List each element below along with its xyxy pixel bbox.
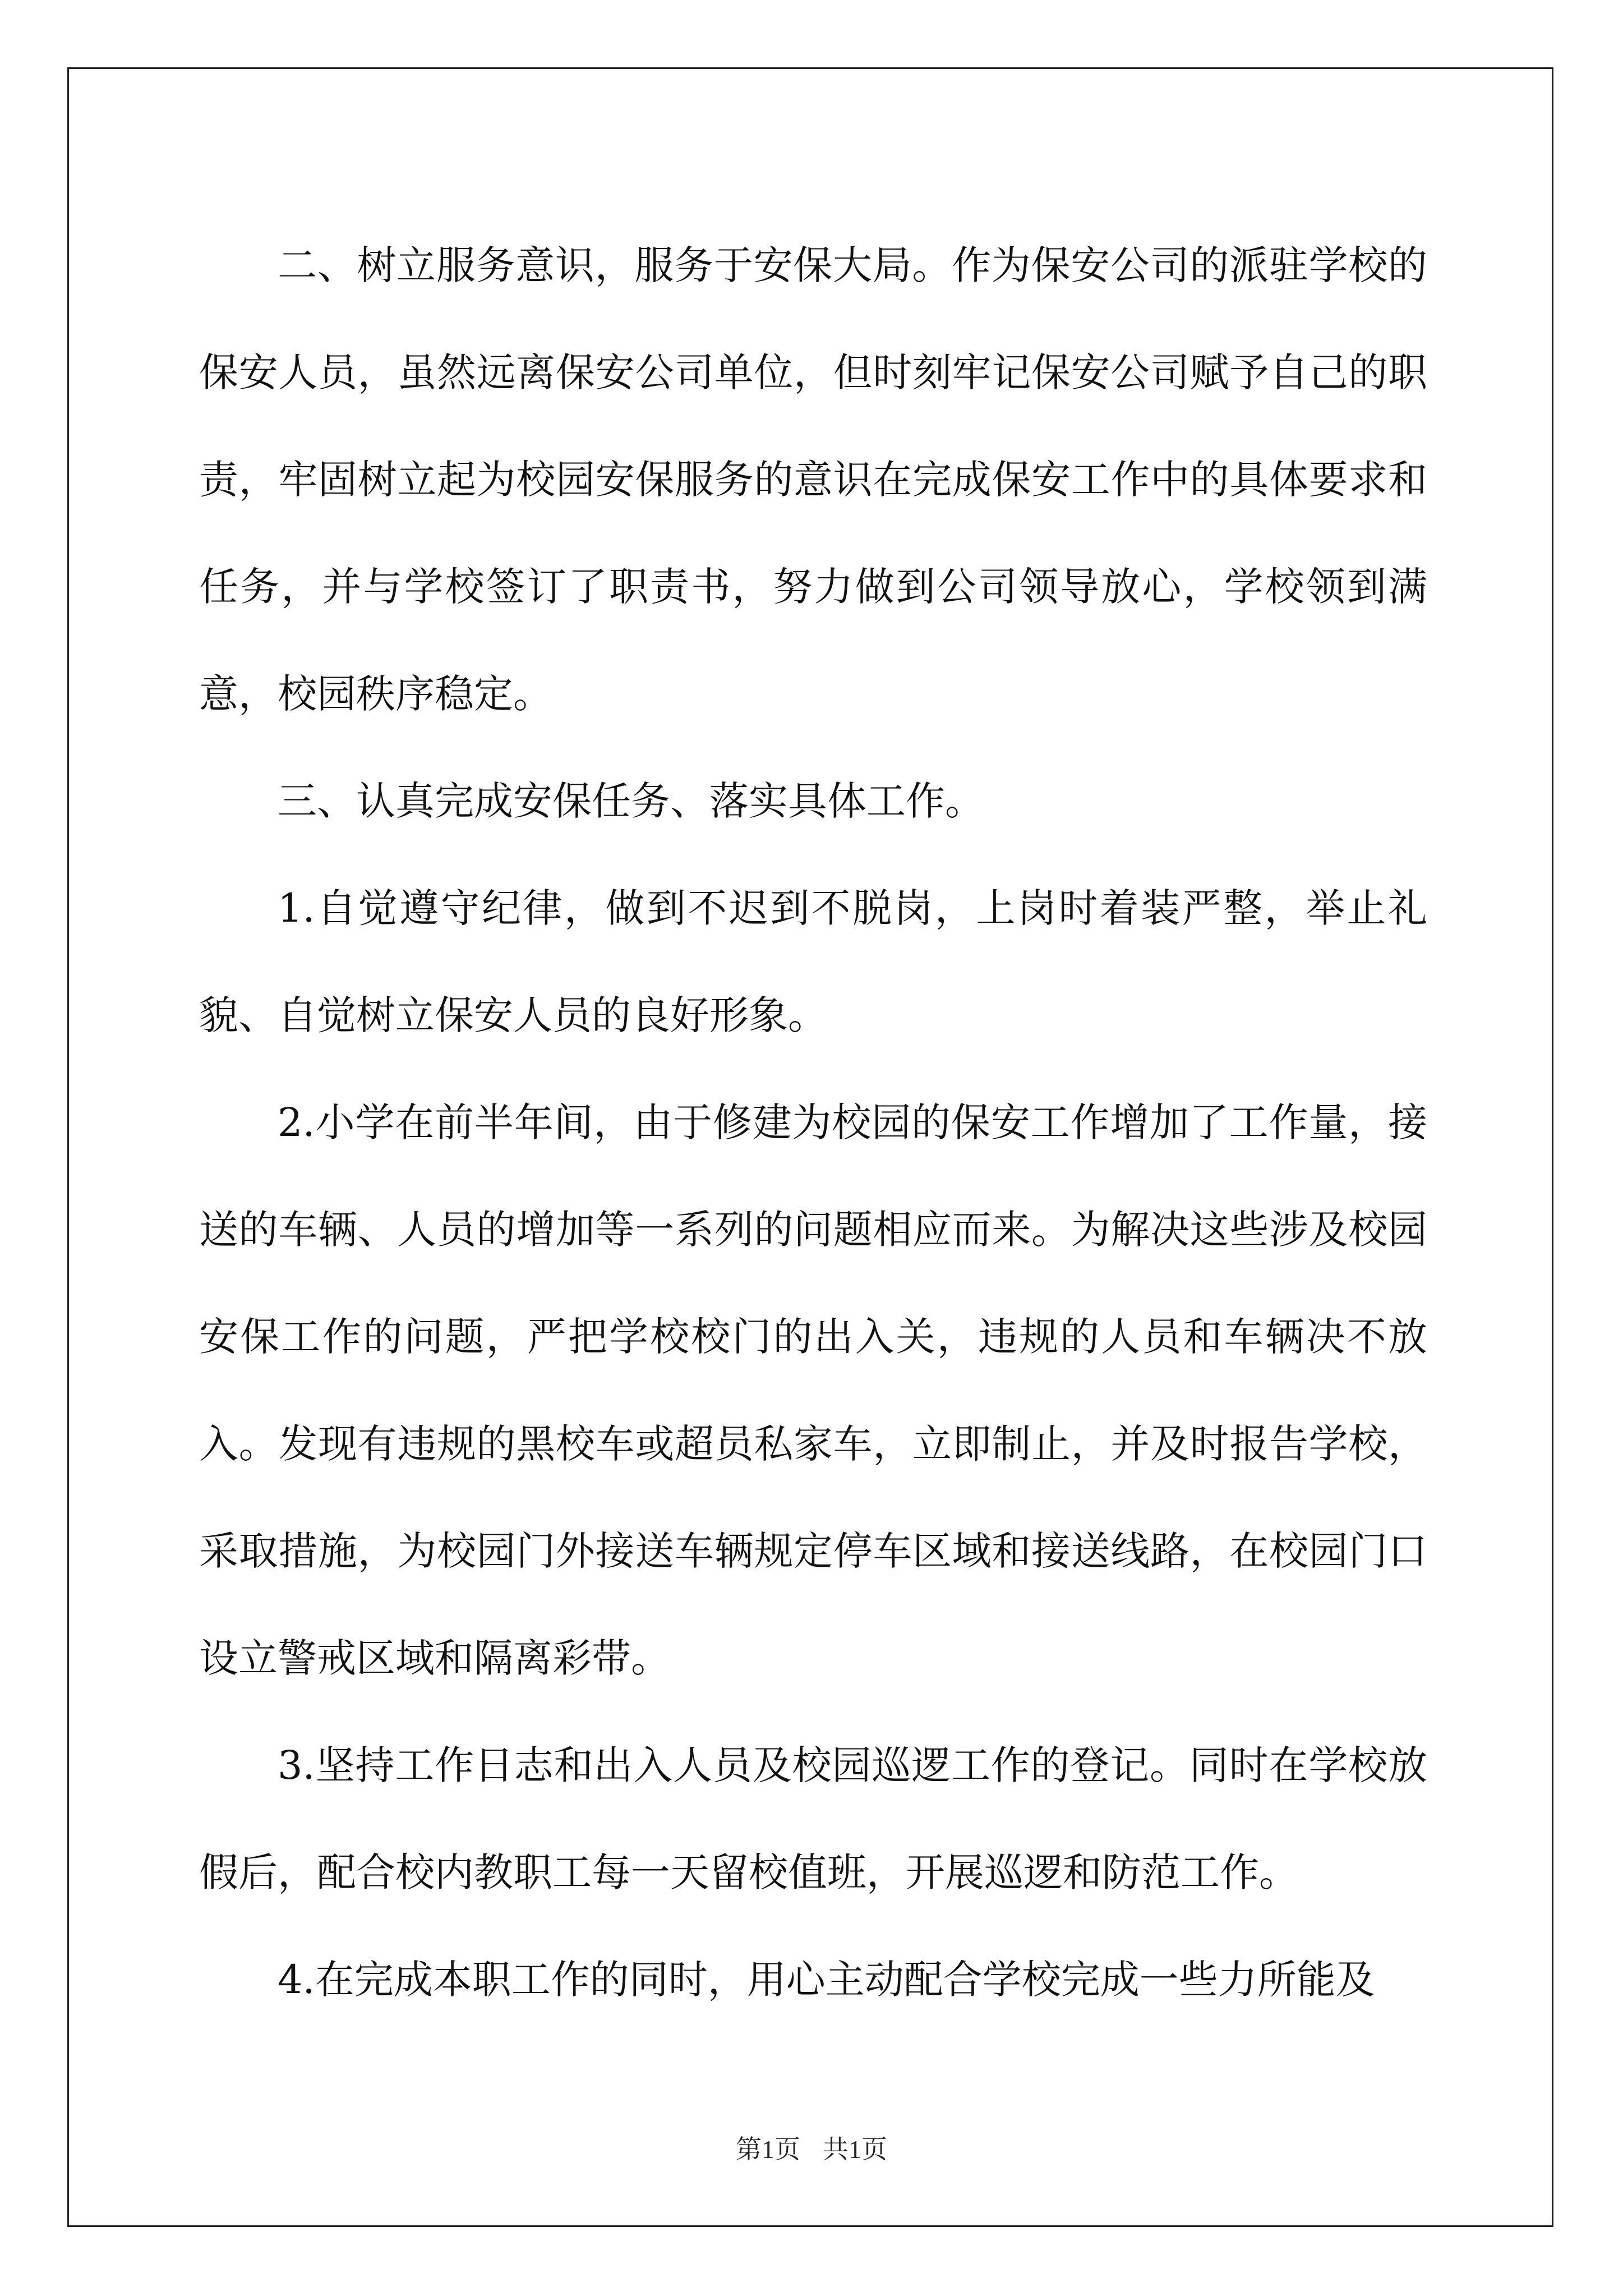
paragraph-item-2: 2.小学在前半年间，由于修建为校园的保安工作增加了工作量，接送的车辆、人员的增加等一系列的问题相应而来。为解决这些涉及校园安保工作的问题，严把学校校门的出入关，违规的人员和车辆决不放入。发现有违规的黑校车或超员私家车，立即制止，并及时报告学校，采取措施，为校园门外接送车辆规定停车区域和接送线路，在校园门口设立警戒区域和隔离彩带。 [199, 1099, 1427, 1681]
page-total: 共1页 [823, 2135, 887, 2164]
paragraph-item-1: 1.自觉遵守纪律，做到不迟到不脱岗，上岗时着装严整，举止礼貌、自觉树立保安人员的良好形象。 [199, 885, 1427, 1038]
paragraph-service-awareness: 二、树立服务意识，服务于安保大局。作为保安公司的派驻学校的保安人员，虽然远离保安公司单位，但时刻牢记保安公司赋予自己的职责，牢固树立起为校园安保服务的意识在完成保安工作中的具体要求和任务，并与学校签订了职责书，努力做到公司领导放心，学校领到满意，校园秩序稳定。 [199, 242, 1427, 717]
page-number: 第1页 [736, 2135, 800, 2164]
paragraph-security-tasks-heading: 三、认真完成安保任务、落实具体工作。 [278, 778, 984, 824]
paragraph-item-3: 3.坚持工作日志和出入人员及校园巡逻工作的登记。同时在学校放假后，配合校内教职工每一天留校值班，开展巡逻和防范工作。 [199, 1742, 1427, 1895]
paragraph-item-4: 4.在完成本职工作的同时，用心主动配合学校完成一些力所能及 [278, 1957, 1375, 2003]
document-body [199, 212, 1427, 2033]
page-footer [0, 2129, 1623, 2166]
